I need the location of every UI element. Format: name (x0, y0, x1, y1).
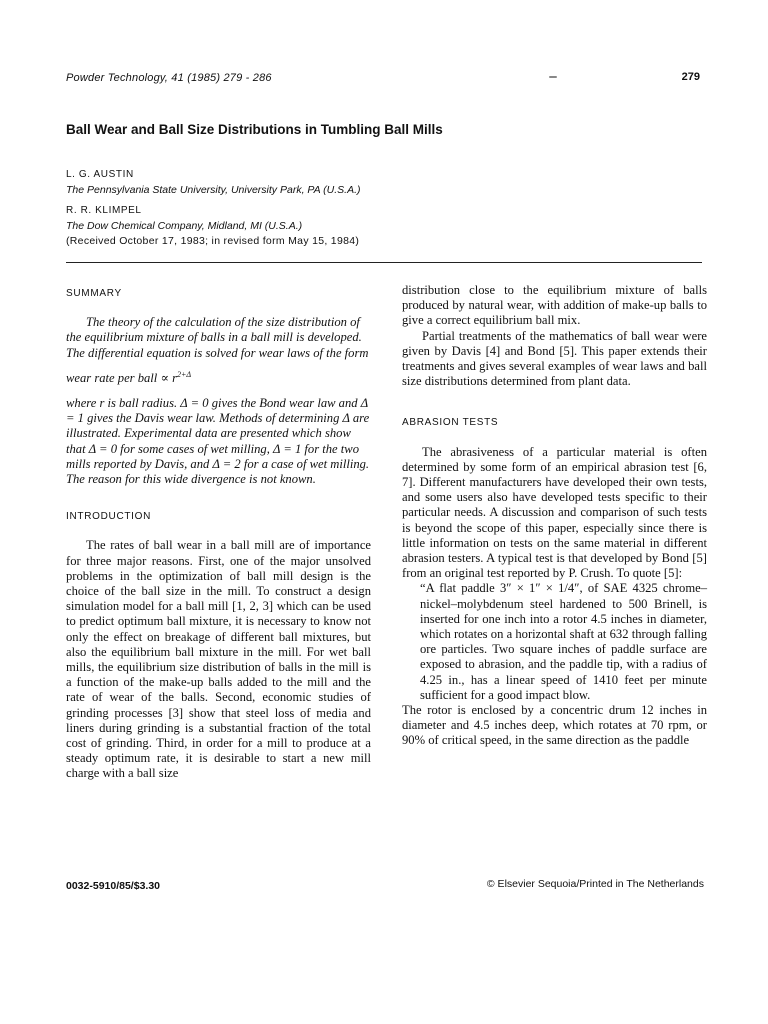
introduction-paragraph: The rates of ball wear in a ball mill are of importance for three major reasons. First, one of the major unsolved problems in the optimization of ball mill design is the choice of the ball size in the mill. To construct a design simulation model for a ball mill [1, 2, 3] which can be used to predict optimum ball mixture, it is necessary to know not only the effect on breakage of different ball mixtures, but also the equilibrium ball mixture in the mill. For wet ball mills, the equilibrium size distribution of balls in the mill is a function of the make-up balls added to the mill and the rate of wear of the balls. Second, economic studies of grinding processes [3] show that steel loss of media and liners during grinding is a substantial fraction of the total cost of grinding. Third, in order for a mill to produce at a steady optimum rate, it is desirable to start a new mill charge with a ball size (66, 538, 371, 781)
page-number: 279 (681, 71, 700, 83)
right-column-body (402, 283, 707, 389)
summary-paragraph: The theory of the calculation of the size distribution of the equilibrium mixture of balls in a ball mill is developed. The differential equation is solved for wear laws of the form (66, 315, 369, 360)
article-code: 0032-5910/85/$3.30 (66, 880, 161, 892)
author-affiliation-2: The Dow Chemical Company, Midland, MI (U.S.A.) (66, 220, 303, 232)
header-divider (66, 262, 702, 263)
bond-quote: “A flat paddle 3″ × 1″ × 1/4″, of SAE 4325 chrome–nickel–molybdenum steel hardened to 500 Brinell, is inserted for one inch into a rotor 4.5 inches in diameter, which rotates on a horizontal shaft at 632 through falling ore particles. Two square inches of paddle surface are exposed to abrasion, and the paddle tip, with a radius of 4.25 in., has a linear speed of 1410 feet per minute sufficient for a good impact blow. (420, 581, 707, 702)
introduction-heading: INTRODUCTION (66, 511, 152, 523)
article-title: Ball Wear and Ball Size Distributions in Tumbling Ball Mills (66, 122, 443, 137)
received-dates: (Received October 17, 1983; in revised form May 15, 1984) (66, 235, 360, 247)
summary-body (66, 315, 371, 487)
journal-reference: Powder Technology, 41 (1985) 279 - 286 (66, 72, 272, 84)
formula-text: wear rate per ball ∝ r (66, 370, 178, 385)
author-name-1: L. G. AUSTIN (66, 169, 134, 180)
formula-exponent: 2+Δ (177, 369, 192, 379)
author-name-2: R. R. KLIMPEL (66, 205, 142, 216)
summary-heading: SUMMARY (66, 288, 122, 299)
left-column (66, 286, 371, 782)
partial-treatments-paragraph: Partial treatments of the mathematics of ball wear were given by Davis [4] and Bond [5]. This paper extends their treatments and gives several examples of wear laws and ball size distributions determined from plant data. (402, 328, 707, 389)
wear-law-formula (66, 367, 371, 386)
abrasion-body (402, 445, 707, 749)
introduction-body (66, 538, 371, 781)
author-affiliation-1: The Pennsylvania State University, University Park, PA (U.S.A.) (66, 184, 361, 196)
rotor-paragraph: The rotor is enclosed by a concentric drum 12 inches in diameter and 4.5 inches deep, which rotates at 70 rpm, or 90% of critical speed, in the same direction as the paddle (402, 703, 707, 748)
continued-paragraph: distribution close to the equilibrium mixture of balls produced by natural wear, with addition of make-up balls to give a correct equilibrium ball mix. (402, 283, 707, 328)
scan-mark (549, 76, 557, 78)
abrasion-paragraph: The abrasiveness of a particular material is often determined by some form of an empirical abrasion test [6, 7]. Different manufacturers have developed their own tests, and some users also have developed tests specific to their particular needs. A discussion and comparison of such tests is beyond the scope of this paper, especially since there is little information on tests on the same material in different abrasion testers. A typical test is that developed by Bond [5] from an original test reported by P. Crush. To quote [5]: (402, 444, 707, 581)
right-column (402, 283, 707, 749)
summary-paragraph-2: where r is ball radius. Δ = 0 gives the Bond wear law and Δ = 1 gives the Davis wear law. Methods of determining Δ are illustrated. Experimental data are presented which show that Δ = 0 for some cases of wet milling, Δ = 1 for the two mills reported by Davis, and Δ = 2 for a case of wet milling. The reason for this wide divergence is not known. (66, 396, 370, 487)
publisher-line: © Elsevier Sequoia/Printed in The Netherlands (486, 878, 704, 890)
abrasion-tests-heading: ABRASION TESTS (402, 417, 499, 429)
